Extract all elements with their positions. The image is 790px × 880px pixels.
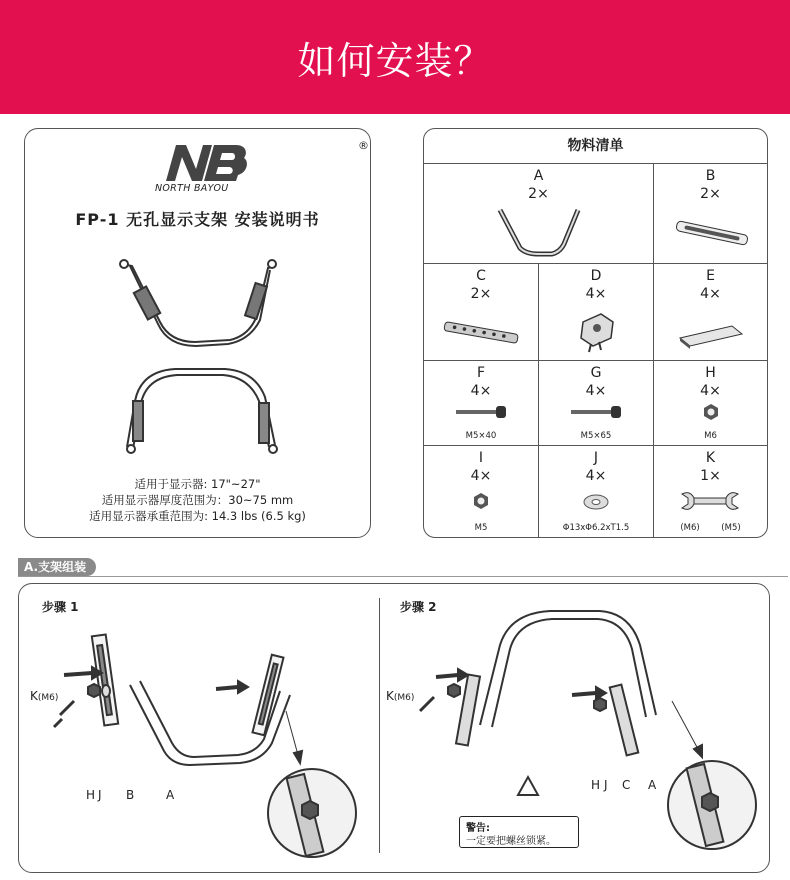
part-qty: 2× (700, 186, 721, 202)
callout-k-size: (M6) (37, 693, 59, 703)
part-size: M5×65 (580, 431, 612, 441)
step2-callout-j: J (604, 778, 608, 792)
bolt-icon (454, 405, 509, 419)
product-card (24, 128, 371, 538)
callout-j: J (98, 788, 102, 802)
step1-title: 步骤 1 (42, 600, 79, 614)
brand-logo (150, 139, 369, 201)
part-size: M6 (704, 431, 717, 441)
warning-title: 警告: (466, 823, 490, 834)
step2-callout-k-size: (M6) (393, 693, 415, 703)
part-qty: 4× (700, 383, 721, 399)
step2-callout-h: H (591, 778, 601, 792)
part-qty: 2× (528, 186, 549, 202)
part-size: M5 (474, 523, 488, 533)
part-b (654, 164, 767, 264)
wrench-icon (680, 490, 740, 512)
nut-icon (472, 492, 490, 510)
callout-k-letter: K (30, 689, 38, 703)
part-letter: B (705, 168, 716, 184)
spec-list (25, 476, 370, 524)
part-k (654, 446, 767, 537)
part-letter: G (590, 365, 602, 381)
nut-icon (702, 403, 720, 421)
brand-name: NORTH BAYOU (155, 183, 229, 194)
part-h (654, 361, 767, 446)
part-j (539, 446, 654, 537)
part-letter: H (705, 365, 716, 381)
part-size: (M6) (M5) (680, 523, 741, 533)
warning-box (459, 816, 579, 848)
step2-callout-c: C (622, 778, 631, 792)
part-qty: 4× (585, 468, 607, 484)
part-qty: 4× (470, 383, 492, 399)
part-e (654, 264, 767, 361)
warning-text: 一定要把螺丝锁紧。 (466, 836, 556, 847)
document-title: FP-1 无孔显示支架 安装说明书 (75, 210, 320, 229)
part-letter: E (706, 268, 715, 284)
callout-k (30, 689, 58, 703)
callout-h: H (86, 788, 96, 802)
part-letter: I (478, 450, 484, 466)
part-size: M5×40 (465, 431, 497, 441)
part-qty: 4× (470, 468, 492, 484)
step2-callout-k (386, 689, 414, 703)
hole-strip-icon (440, 316, 522, 351)
part-a (424, 164, 654, 264)
step-divider (379, 598, 380, 853)
spec-screen-size: 适用于显示器: 17"~27" (134, 477, 261, 491)
part-qty: 4× (585, 383, 607, 399)
part-letter: J (593, 450, 599, 466)
step2-title: 步骤 2 (400, 600, 437, 614)
bolt-icon (569, 405, 624, 419)
part-qty: 4× (700, 286, 721, 302)
section-tab: A.支架组装 (18, 558, 96, 576)
bracket-front-illustration (110, 254, 280, 354)
spec-thickness: 适用显示器厚度范围为：30~75 mm (101, 493, 294, 507)
washer-icon (583, 494, 609, 510)
step2-callout-k-letter: K (386, 689, 394, 703)
callout-a: A (166, 788, 175, 802)
part-i (424, 446, 539, 537)
registered-mark: ® (358, 139, 369, 152)
part-letter: K (705, 450, 716, 466)
step2-callout-a: A (648, 778, 657, 792)
spec-load: 适用显示器承重范围为: 14.3 lbs (6.5 kg) (89, 509, 306, 523)
part-qty: 4× (585, 286, 607, 302)
part-d (539, 264, 654, 361)
clamp-block-icon (577, 308, 617, 353)
part-f (424, 361, 539, 446)
step2-illustration (400, 605, 770, 865)
part-g (539, 361, 654, 446)
logo-mark-icon (162, 139, 252, 183)
part-letter: A (533, 168, 544, 184)
part-c (424, 264, 539, 361)
part-qty: 1× (700, 468, 721, 484)
slotted-bar-icon (672, 216, 752, 251)
section-divider (18, 576, 788, 577)
part-size: Φ13xΦ6.2xT1.5 (562, 523, 630, 533)
bracket-back-illustration (115, 361, 285, 461)
part-letter: C (476, 268, 486, 284)
part-qty: 2× (470, 286, 492, 302)
part-letter: D (590, 268, 602, 284)
u-bracket-icon (494, 204, 584, 259)
parts-list (423, 128, 768, 538)
banner-title: 如何安装？ (297, 38, 493, 83)
step1-illustration (37, 615, 370, 865)
header-banner (0, 0, 790, 114)
parts-list-title: 物料清单 (424, 129, 767, 164)
pad-icon (676, 322, 746, 350)
part-letter: F (476, 365, 486, 381)
callout-b: B (126, 788, 135, 802)
